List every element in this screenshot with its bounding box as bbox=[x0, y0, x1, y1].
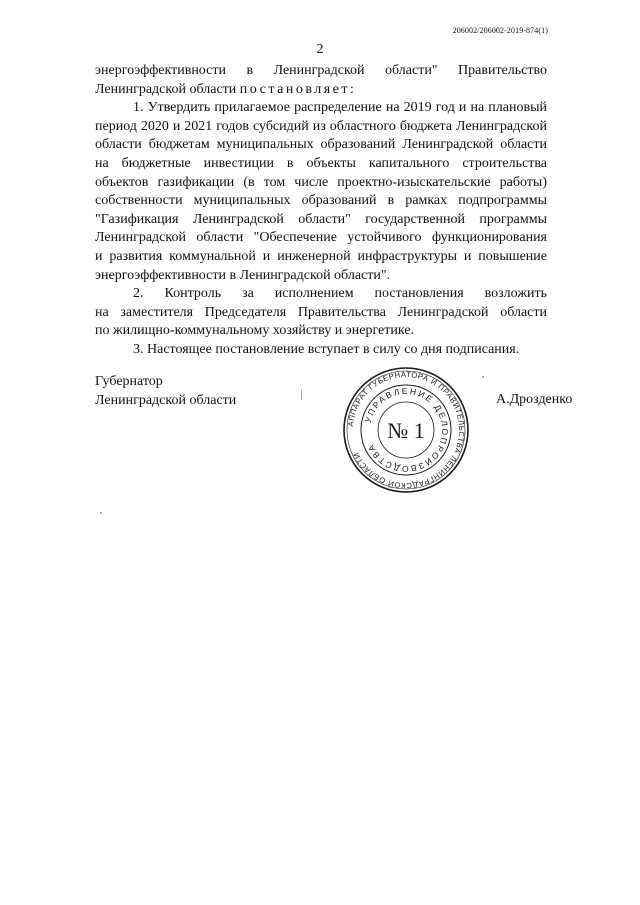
body-line: "Газификация Ленинградской области" государственной программы bbox=[95, 211, 547, 227]
body-line: Ленинградской области "Обеспечение устойчивого функционирования bbox=[95, 230, 547, 246]
body-line: области бюджетам муниципальных образований Ленинградской области bbox=[95, 137, 547, 153]
body-line: 1. Утвердить прилагаемое распределение на 2019 год и на плановый bbox=[133, 100, 547, 116]
scan-mark bbox=[301, 390, 302, 400]
body-line: энергоэффективности в Ленинградской области". bbox=[95, 267, 391, 283]
body-line: объектов газификации (в том числе проектно-изыскательские работы) bbox=[95, 174, 547, 190]
document-code: 206002/206002-2019-874(1) bbox=[452, 26, 548, 35]
body-line: на заместителя Председателя Правительства Ленинградской области bbox=[95, 304, 547, 320]
scan-speck bbox=[100, 512, 102, 514]
body-line: энергоэффективности в Ленинградской области" Правительство bbox=[95, 63, 547, 78]
page-number: 2 bbox=[316, 42, 324, 57]
body-line: собственности муниципальных образований в рамках подпрограммы bbox=[95, 193, 547, 209]
body-line: по жилищно-коммунальному хозяйству и энергетике. bbox=[95, 323, 415, 339]
body-line: и развития коммунальной и инженерной инфраструктуры и повышение bbox=[95, 248, 547, 264]
seal-inner-text: УПРАВЛЕНИЕ ДЕЛОПРОИЗВОДСТВА bbox=[362, 385, 451, 475]
body-line: 2. Контроль за исполнением постановления возложить bbox=[133, 286, 547, 302]
signatory-name: А.Дрозденко bbox=[496, 392, 573, 407]
official-seal bbox=[341, 365, 471, 495]
decree-word: постановляет: bbox=[239, 81, 357, 97]
signatory-title-line2: Ленинградской области bbox=[95, 392, 237, 408]
signatory-title-line1: Губернатор bbox=[95, 374, 163, 389]
body-line: 3. Настоящее постановление вступает в силу со дня подписания. bbox=[133, 341, 520, 357]
signatory-title bbox=[95, 373, 236, 410]
scan-speck bbox=[482, 376, 484, 378]
document-body bbox=[95, 62, 547, 360]
body-line: Ленинградской области постановляет: bbox=[95, 81, 357, 97]
body-line: период 2020 и 2021 годов субсидий из областного бюджета Ленинградской bbox=[95, 118, 547, 134]
seal-number: № 1 bbox=[387, 418, 425, 443]
body-line: на бюджетные инвестиции в объекты капитального строительства bbox=[95, 155, 547, 171]
seal-ring-text: АППАРАТ ГУБЕРНАТОРА И ПРАВИТЕЛЬСТВА ЛЕНИНГРАДСКОЙ ОБЛАСТИ bbox=[346, 369, 467, 491]
